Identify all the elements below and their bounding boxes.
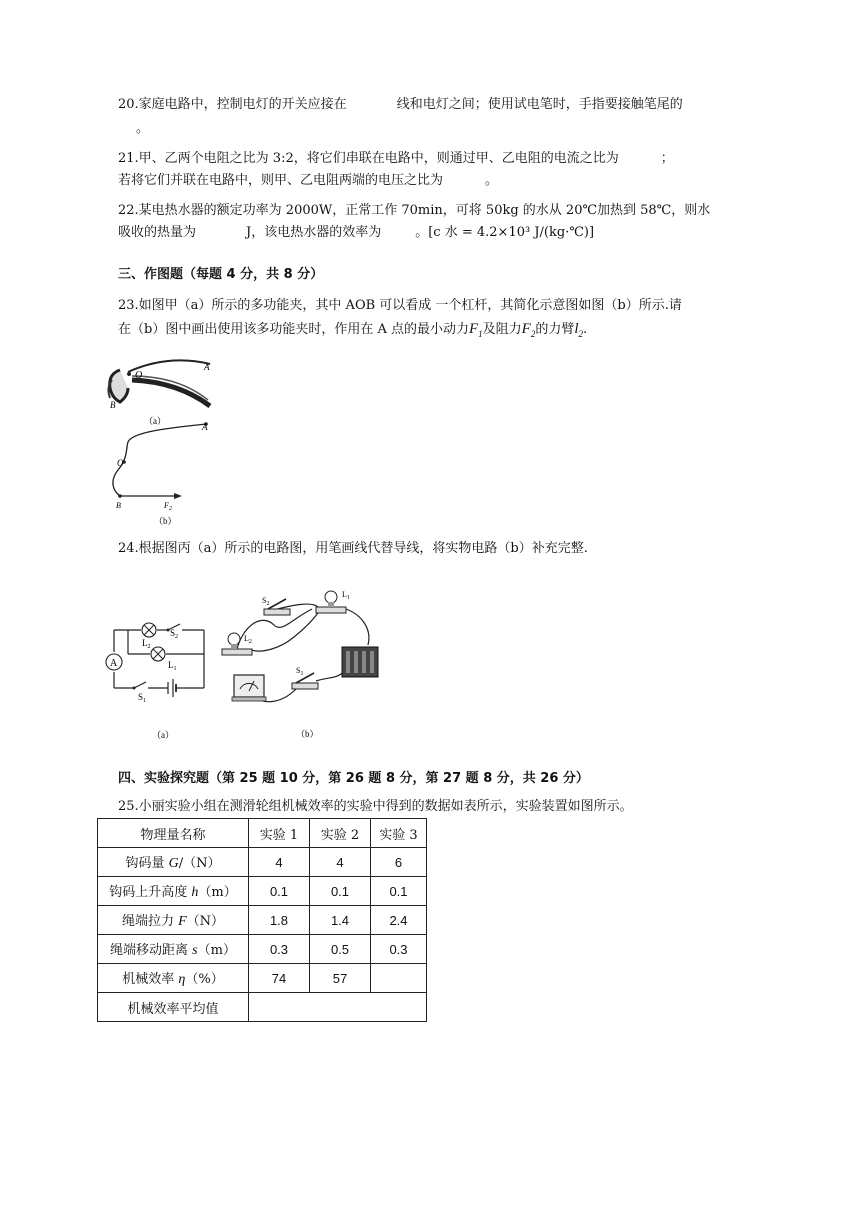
label-l2: $L_2$: [142, 638, 151, 650]
label-s1: $S_1$: [296, 666, 304, 677]
ammeter-device: [234, 675, 264, 697]
question-24-text: 24.根据图丙（a）所示的电路图，用笔画线代替导线，将实物电路（b）补充完整.: [118, 541, 588, 556]
circuit-diagram-a: [98, 600, 218, 745]
lever-figure-b: [98, 418, 228, 530]
question-21-line-1: [118, 150, 674, 168]
table-row: [98, 935, 427, 964]
circuit-a-caption: （a）: [152, 730, 174, 740]
lever-curve: [113, 424, 206, 496]
q21-text-3: 若将它们并联在电路中，则甲、乙电阻两端的电压之比为: [118, 173, 444, 188]
section-3-heading: 三、作图题（每题 4 分，共 8 分）: [118, 267, 324, 282]
question-22-line-2: [118, 224, 594, 242]
q23-text-2b: 及阻力: [482, 322, 522, 337]
table-cell: 4: [249, 848, 310, 877]
label-s1: $S_1$: [138, 692, 147, 704]
wire: [316, 671, 344, 681]
q21-text-4: 。: [485, 173, 499, 188]
question-20-line-2: [136, 120, 149, 138]
wire: [248, 613, 318, 651]
row-label: 机械效率平均值: [98, 993, 249, 1022]
q23-F1: $F_1$: [468, 321, 483, 339]
figure-b-caption: （b）: [154, 516, 177, 526]
row-label: 绳端移动距离 s（m）: [98, 935, 249, 964]
question-20-line-1: [118, 96, 683, 114]
question-25-text: 25.小丽实验小组在测滑轮组机械效率的实验中得到的数据如表所示，实验装置如图所示。: [118, 799, 633, 814]
row-label: 钩码量 G/（N）: [98, 848, 249, 877]
table-cell: 0.5: [310, 935, 371, 964]
question-23-line-2: [118, 320, 587, 343]
table-header-cell: 实验 1: [249, 819, 310, 848]
question-22-line-1: [118, 202, 710, 220]
circuit-b-caption: （b）: [296, 729, 319, 739]
table-cell: 1.4: [310, 906, 371, 935]
table-header-row: [98, 819, 427, 848]
clip-handle: [110, 370, 128, 402]
table-row: [98, 993, 427, 1022]
row-label: 钩码上升高度 h（m）: [98, 877, 249, 906]
label-f2: $F_2$: [164, 501, 172, 512]
table-cell: 74: [249, 964, 310, 993]
table-cell: 6: [371, 848, 427, 877]
physical-circuit-b: [212, 585, 392, 745]
q20-text-3: 。: [136, 121, 150, 136]
table-cell: 4: [310, 848, 371, 877]
question-23-line-1: 23.如图甲（a）所示的多功能夹，其中 AOB 可以看成 一个杠杆，其简化示意图如图（b）所示.请: [118, 298, 682, 313]
label-b: B: [116, 501, 121, 510]
figure-a-caption: （a）: [144, 416, 166, 426]
q23-text-2c: 的力臂: [535, 322, 575, 337]
label-a: A: [202, 422, 208, 432]
label-o: O: [135, 370, 143, 381]
q23-F2: $F_2$: [521, 321, 536, 339]
wire: [346, 609, 369, 645]
q20-text-1: 20.家庭电路中，控制电灯的开关应接在: [118, 97, 347, 112]
q21-text-2: ；: [660, 151, 674, 166]
label-l1: $L_1$: [342, 590, 350, 601]
table-cell: 1.8: [249, 906, 310, 935]
table-cell: 0.1: [249, 877, 310, 906]
table-row: [98, 906, 427, 935]
average-value-cell[interactable]: [249, 993, 427, 1022]
row-label: 绳端拉力 F（N）: [98, 906, 249, 935]
switch-s2: [264, 609, 290, 615]
label-s2: $S_2$: [262, 596, 270, 607]
table-cell: 2.4: [371, 906, 427, 935]
table-header-cell: 物理量名称: [98, 819, 249, 848]
label-b: B: [110, 400, 116, 410]
row-label: 机械效率 η（%）: [98, 964, 249, 993]
q23-l2: $l_2$: [574, 321, 584, 339]
label-l1: $L_1$: [168, 660, 177, 672]
efficiency-data-table: [97, 818, 427, 1022]
label-o: O: [117, 458, 124, 468]
section-4-heading: 四、实验探究题（第 25 题 10 分，第 26 题 8 分，第 27 题 8 分，共 26 分）: [118, 771, 589, 786]
q22-text-1: 22.某电热水器的额定功率为 2000W，正常工作 70min，可将 50kg 的水从 20℃加热到 58℃，则水: [118, 203, 711, 218]
lamp-l2: [222, 649, 252, 655]
q21-text-1: 21.甲、乙两个电阻之比为 3:2，将它们串联在电路中，则通过甲、乙电阻的电流之比为: [118, 151, 619, 166]
table-cell: 0.3: [371, 935, 427, 964]
q22-text-4: 。[c 水 = 4.2×10³ J/(kg·℃)]: [415, 225, 595, 240]
table-cell: 0.1: [371, 877, 427, 906]
table-cell-empty[interactable]: [371, 964, 427, 993]
switch-s1: [292, 683, 318, 689]
lamp-l1: [316, 607, 346, 613]
ammeter-label: A: [110, 658, 118, 669]
table-header-cell: 实验 2: [310, 819, 371, 848]
q23-text-2d: .: [583, 322, 588, 337]
q20-text-2: 线和电灯之间；使用试电笔时，手指要接触笔尾的: [396, 97, 683, 112]
table-row: [98, 877, 427, 906]
q23-text-2a: 在（b）图中画出使用该多功能夹时，作用在 A 点的最小动力: [118, 322, 469, 337]
question-21-line-2: [118, 172, 498, 190]
q22-text-2: 吸收的热量为: [118, 225, 197, 240]
label-s2: $S_2$: [170, 628, 179, 640]
label-l2: $L_2$: [244, 634, 252, 645]
table-cell: 0.3: [249, 935, 310, 964]
q22-text-3: J，该电热水器的效率为: [246, 225, 382, 240]
table-row: [98, 964, 427, 993]
pivot-o-point: [127, 372, 131, 376]
table-row: [98, 848, 427, 877]
table-header-cell: 实验 3: [371, 819, 427, 848]
label-a: A: [204, 362, 210, 372]
table-cell: 0.1: [310, 877, 371, 906]
table-cell: 57: [310, 964, 371, 993]
